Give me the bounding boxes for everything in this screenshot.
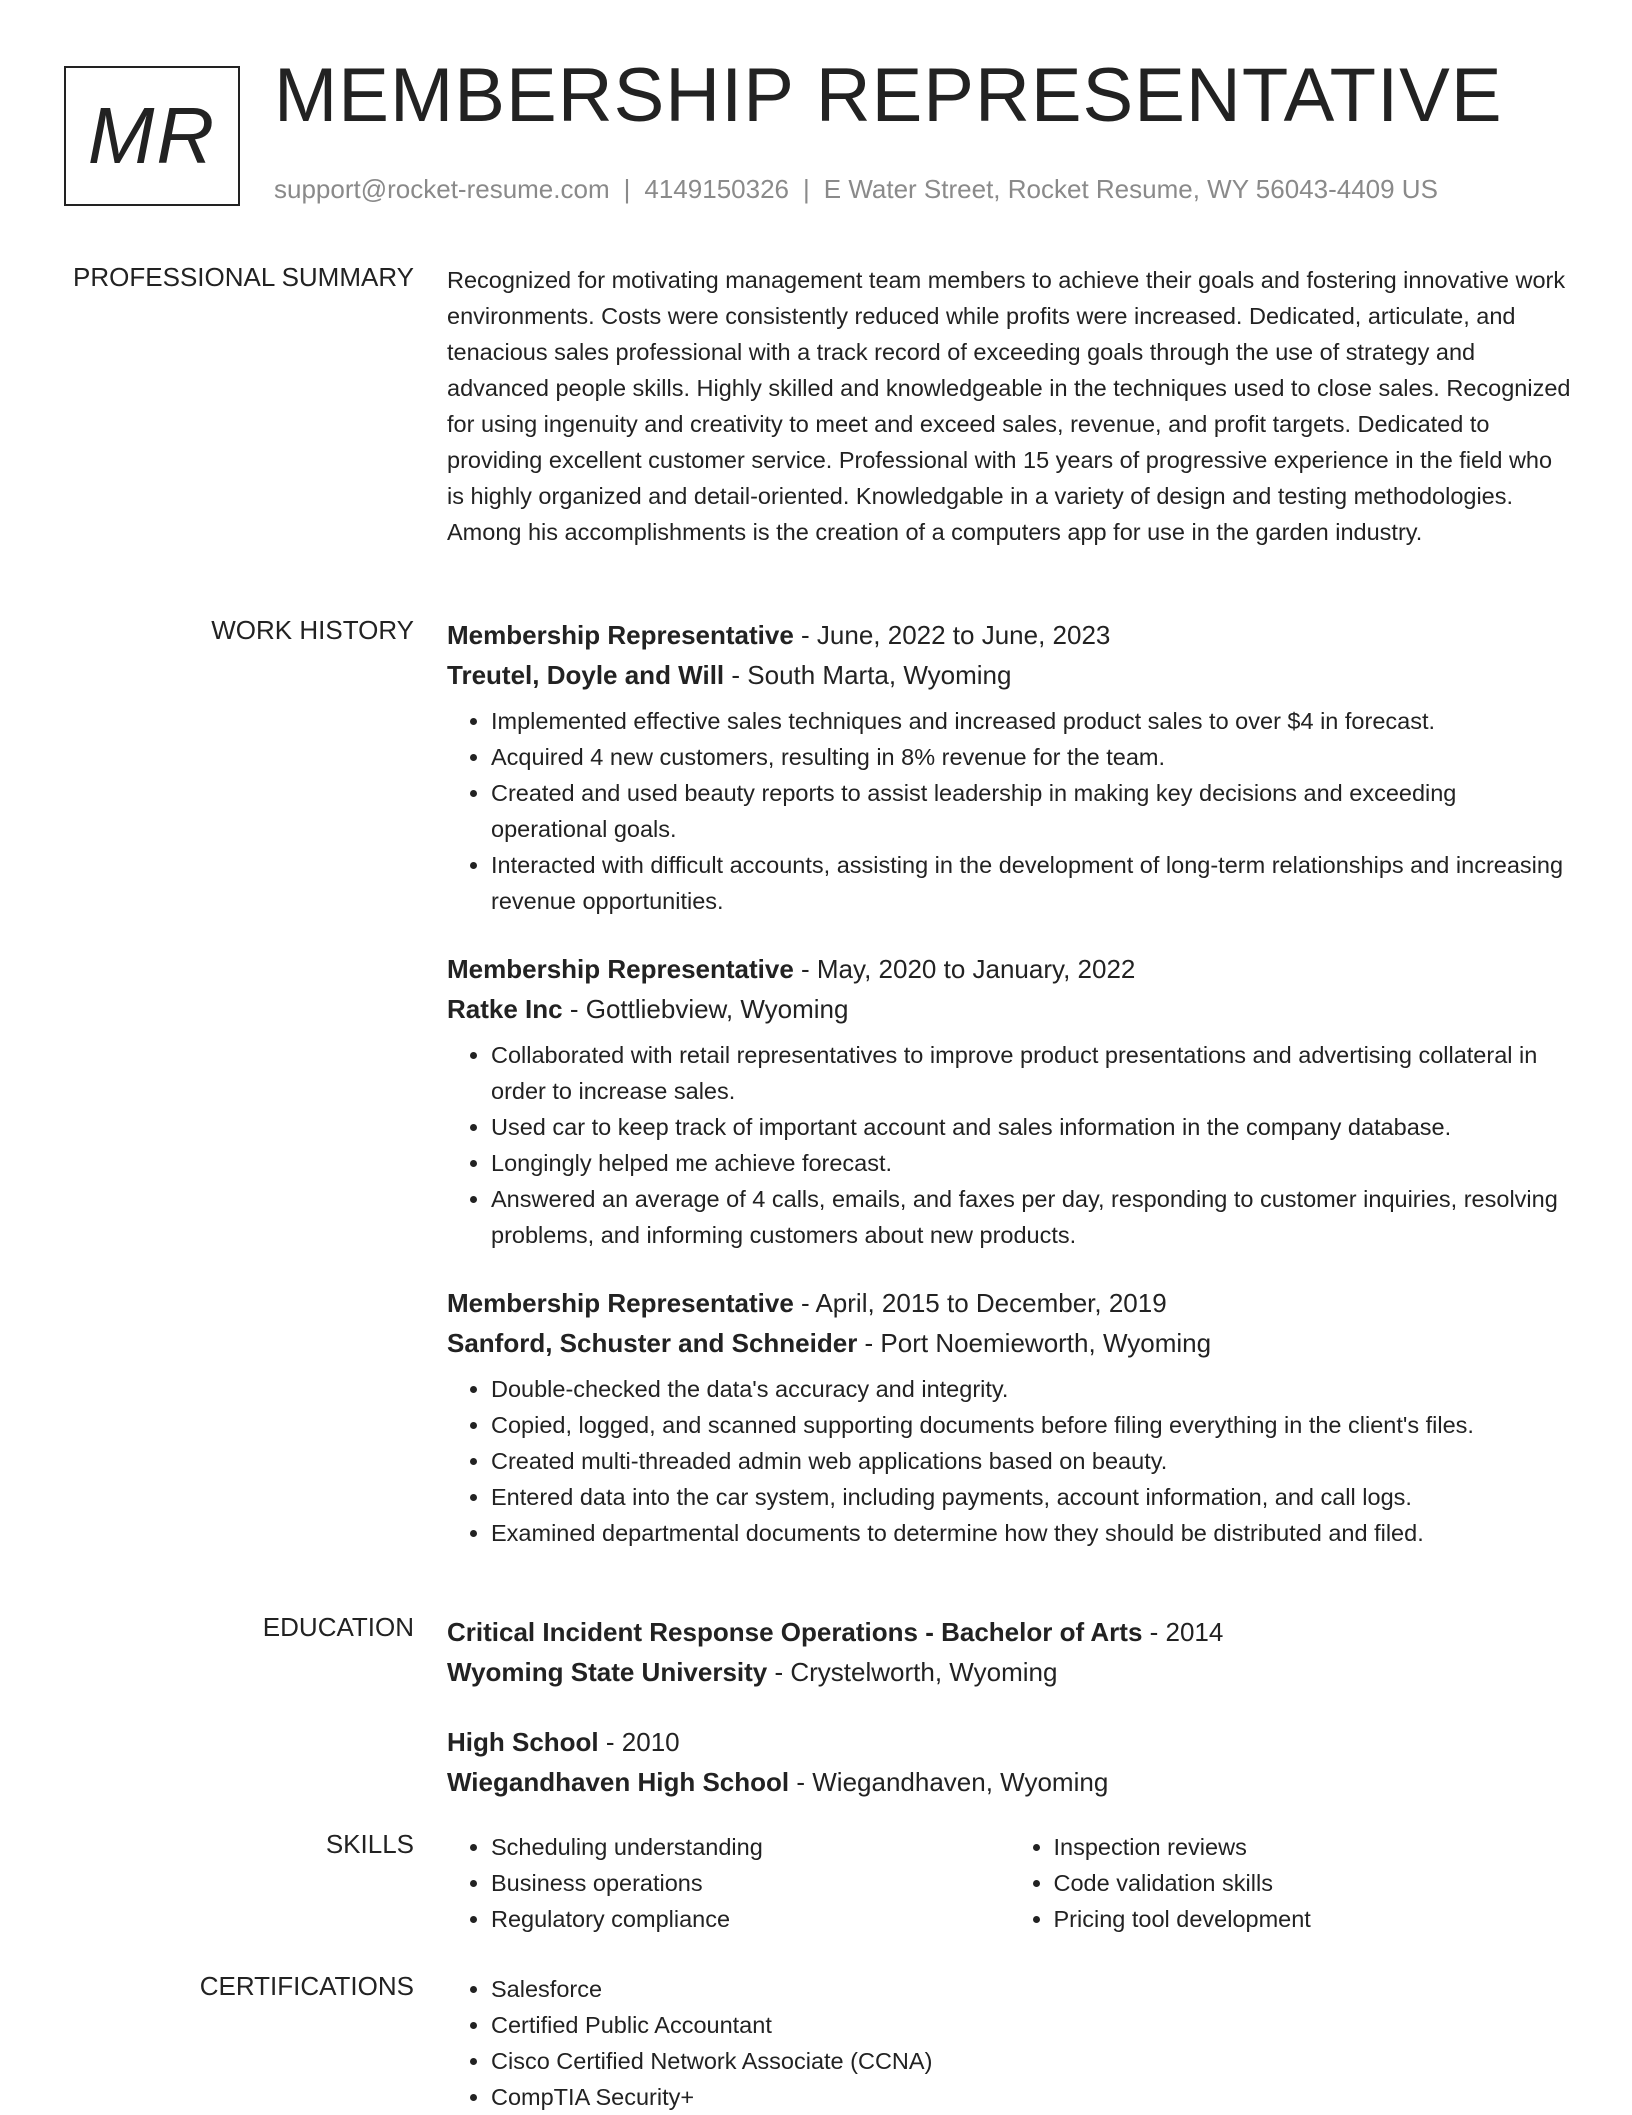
list-item: • Certified Public Accountant [491,2007,1572,2043]
list-item: • Used car to keep track of important account and sales information in the company database. [491,1109,1572,1145]
list-item: • Regulatory compliance [491,1901,1010,1937]
education-year: - 2014 [1142,1617,1224,1647]
list-item: • Scheduling understanding [491,1829,1010,1865]
list-item: • Created multi-threaded admin web applications based on beauty. [491,1443,1572,1479]
list-item: • Salesforce [491,1971,1572,2007]
list-item: • Inspection reviews [1054,1829,1573,1865]
list-item: • Longingly helped me achieve forecast. [491,1145,1572,1181]
job-location: - South Marta, Wyoming [724,660,1012,690]
list-item: • Created and used beauty reports to assist leadership in making key decisions and exceeding operational goals. [491,775,1572,847]
education-degree: Critical Incident Response Operations - Bachelor of Arts [447,1617,1143,1647]
list-item: • CompTIA Security+ [491,2079,1572,2115]
education-entry [447,1722,1572,1802]
list-item: • Cisco Certified Network Associate (CCNA) [491,2043,1572,2079]
summary-text: Recognized for motivating management team members to achieve their goals and fostering innovative work environments. Costs were consistently reduced while profits were increased. Dedicated, articulate, and tenacious sales professional with a track record of exceeding goals through the use of strategy and advanced people skills. Highly skilled and knowledgeable in the techniques used to close sales. Recognized for using ingenuity and creativity to meet and exceed sales, revenue, and profit targets. Dedicated to providing excellent customer service. Professional with 15 years of progressive experience in the field who is highly organized and detail-oriented. Knowledgable in a variety of design and testing methodologies. Among his accomplishments is the creation of a computers app for use in the garden industry. [447,267,1571,545]
monogram-logo: MR [64,66,240,206]
job-company: Treutel, Doyle and Will [447,660,725,690]
job-entry [447,949,1572,1253]
job-title: Membership Representative [447,620,794,650]
job-entry [447,615,1572,919]
job-bullets [447,703,1572,919]
job-entry [447,1283,1572,1551]
section-label-skills: SKILLS [325,1829,414,1859]
education-year: - 2010 [598,1727,680,1757]
job-dates: - May, 2020 to January, 2022 [793,954,1136,984]
education-location: - Wiegandhaven, Wyoming [789,1767,1109,1797]
list-item: • Pricing tool development [1054,1901,1573,1937]
contact-separator: | [623,174,631,204]
list-item: • Entered data into the car system, including payments, account information, and call logs. [491,1479,1572,1515]
contact-phone[interactable]: 4149150326 [644,174,789,204]
section-label-summary: PROFESSIONAL SUMMARY [73,262,414,292]
section-label-education: EDUCATION [262,1612,414,1642]
education-school: Wiegandhaven High School [447,1767,790,1797]
education-school: Wyoming State University [447,1657,768,1687]
contact-email[interactable]: support@rocket-resume.com [274,174,610,204]
certifications-list [447,1971,1572,2115]
list-item: • Double-checked the data's accuracy and integrity. [491,1371,1572,1407]
list-item: • Code validation skills [1054,1865,1573,1901]
skills-list-left [447,1829,1010,1937]
job-company: Sanford, Schuster and Schneider [447,1328,858,1358]
education-location: - Crystelworth, Wyoming [767,1657,1058,1687]
education-degree: High School [447,1727,599,1757]
job-location: - Port Noemieworth, Wyoming [857,1328,1212,1358]
list-item: • Collaborated with retail representatives to improve product presentations and advertising collateral in order to increase sales. [491,1037,1572,1109]
job-title: Membership Representative [447,954,794,984]
job-dates: - June, 2022 to June, 2023 [793,620,1111,650]
list-item: • Interacted with difficult accounts, assisting in the development of long-term relationships and increasing revenue opportunities. [491,847,1572,919]
list-item: • Copied, logged, and scanned supporting documents before filing everything in the client's files. [491,1407,1572,1443]
job-title: Membership Representative [447,1288,794,1318]
page-title: MEMBERSHIP REPRESENTATIVE [274,53,1503,138]
job-bullets [447,1037,1572,1253]
job-location: - Gottliebview, Wyoming [562,994,849,1024]
job-company: Ratke Inc [447,994,563,1024]
list-item: • Implemented effective sales techniques and increased product sales to over $4 in forecast. [491,703,1572,739]
list-item: • Answered an average of 4 calls, emails, and faxes per day, responding to customer inquiries, resolving problems, and informing customers about new products. [491,1181,1572,1253]
job-dates: - April, 2015 to December, 2019 [793,1288,1167,1318]
job-bullets [447,1371,1572,1551]
skills-list-right [1010,1829,1573,1937]
section-label-work: WORK HISTORY [211,615,414,645]
contact-address: E Water Street, Rocket Resume, WY 56043-4409 US [823,174,1438,204]
list-item: • Business operations [491,1865,1010,1901]
list-item: • Acquired 4 new customers, resulting in 8% revenue for the team. [491,739,1572,775]
contact-line [274,174,1438,205]
list-item: • Examined departmental documents to determine how they should be distributed and filed. [491,1515,1572,1551]
contact-separator: | [803,174,810,204]
section-label-certifications: CERTIFICATIONS [199,1971,414,2001]
education-entry [447,1612,1572,1692]
